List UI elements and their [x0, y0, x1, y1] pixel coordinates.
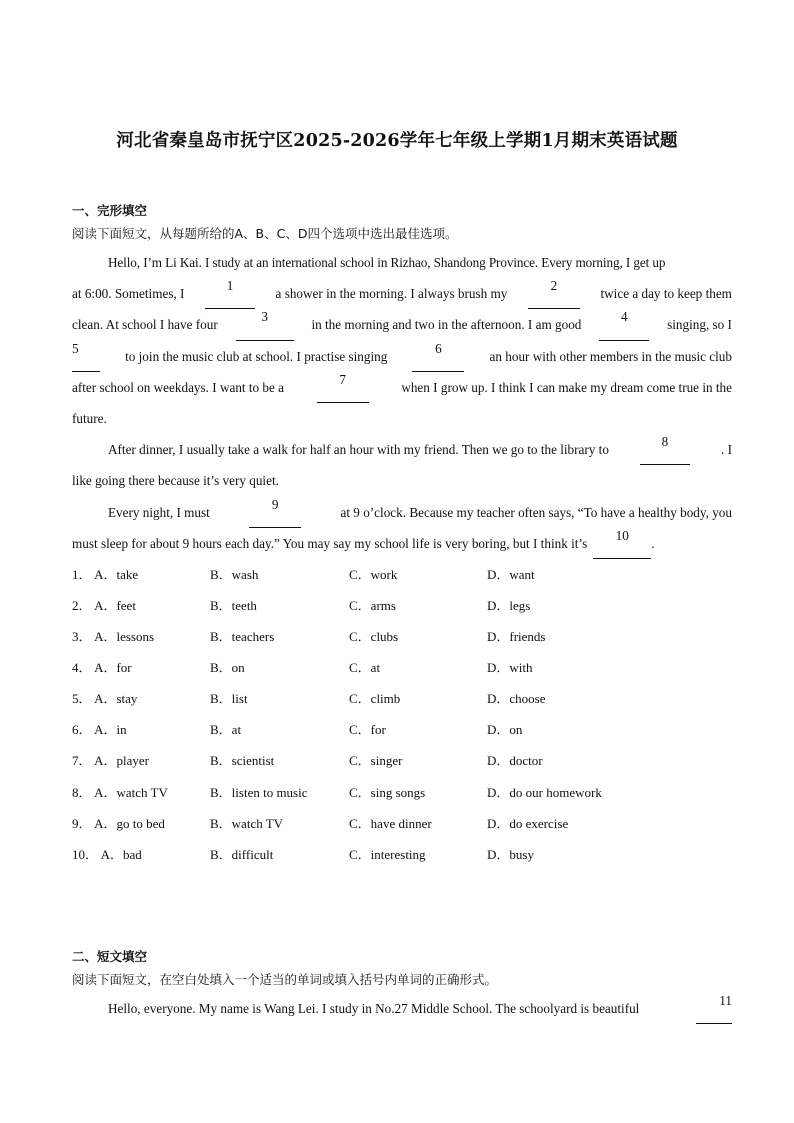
question-row — [72, 652, 732, 683]
option-a: 3． A．lessons — [72, 629, 155, 645]
passage-line — [72, 993, 732, 1024]
option-b: B．listen to music — [210, 784, 308, 800]
question-row — [72, 714, 732, 745]
passage-text: clean. At school I have four — [72, 317, 218, 333]
option-c: C．clubs — [349, 629, 399, 645]
option-a: 9． A．go to bed — [72, 815, 165, 831]
blank-5: 5 — [72, 341, 100, 372]
blank-2: 2 — [528, 278, 580, 309]
section-instruction: 阅读下面短文，在空白处填入一个适当的单词或填入括号内单词的正确形式。 — [72, 972, 498, 987]
option-b: B．difficult — [210, 846, 274, 862]
option-c: C．singer — [349, 753, 403, 769]
section-fill-in — [72, 947, 732, 1024]
option-d: D．doctor — [487, 753, 543, 769]
passage-text: . I — [720, 442, 732, 458]
passage-text: twice a day to keep them — [600, 286, 732, 302]
section-cloze — [72, 201, 732, 870]
blank-3: 3 — [236, 309, 294, 340]
passage-text: must sleep for about 9 hours each day.” You may say my school life is very boring, but I think it’s — [72, 535, 588, 551]
passage-text: an hour with other members in the music club — [489, 348, 732, 364]
option-a: 5． A．stay — [72, 691, 138, 707]
section-heading: 二、短文填空 — [72, 949, 148, 964]
passage-text: when I grow up. I think I can make my dream come true in the — [401, 379, 732, 395]
passage-line — [72, 247, 732, 278]
passage-text: at 9 o’clock. Because my teacher often says, “To have a healthy body, you — [340, 504, 732, 520]
passage-text: Hello, everyone. My name is Wang Lei. I study in No.27 Middle School. The schoolyard is beautiful — [108, 1001, 640, 1016]
blank-11: 11 — [696, 993, 732, 1024]
passage-text: after school on weekdays. I want to be a — [72, 379, 285, 395]
option-c: C．climb — [349, 691, 401, 707]
question-row — [72, 621, 732, 652]
question-row — [72, 777, 732, 808]
passage-line — [72, 309, 732, 340]
option-a: 10． A．bad — [72, 846, 142, 862]
option-c: C．work — [349, 566, 398, 582]
passage-text: After dinner, I usually take a walk for half an hour with my friend. Then we go to the library to — [108, 442, 609, 458]
question-row — [72, 683, 732, 714]
option-c: C．sing songs — [349, 784, 426, 800]
section-instruction: 阅读下面短文，从每题所给的A、B、C、D四个选项中选出最佳选项。 — [72, 226, 458, 241]
passage-text: Hello, I’m Li Kai. I study at an international school in Rizhao, Shandong Province. Every morning, I get up — [108, 255, 666, 270]
blank-7: 7 — [317, 372, 369, 403]
option-a: 6． A．in — [72, 722, 127, 738]
page-title: 河北省秦皇岛市抚宁区2025-2026学年七年级上学期1月期末英语试题 — [116, 131, 678, 151]
passage-line — [72, 278, 732, 309]
question-list — [72, 559, 732, 870]
option-a: 1． A．take — [72, 566, 139, 582]
option-c: C．interesting — [349, 846, 426, 862]
passage-text: Every night, I must — [108, 504, 210, 520]
blank-9: 9 — [249, 497, 301, 528]
option-b: B．teachers — [210, 629, 275, 645]
blank-4: 4 — [599, 309, 649, 340]
option-b: B．teeth — [210, 597, 257, 613]
option-d: D．legs — [487, 597, 531, 613]
question-row — [72, 839, 732, 870]
passage-text: . — [651, 535, 655, 551]
option-a: 2． A．feet — [72, 597, 136, 613]
passage-line — [72, 341, 732, 372]
blank-10: 10 — [593, 528, 651, 559]
option-d: D．do our homework — [487, 784, 602, 800]
option-c: C．have dinner — [349, 815, 432, 831]
passage-line — [72, 434, 732, 465]
option-c: C．arms — [349, 597, 396, 613]
option-b: B．list — [210, 691, 248, 707]
option-b: B．wash — [210, 566, 259, 582]
option-d: D．want — [487, 566, 535, 582]
option-d: D．on — [487, 722, 523, 738]
option-b: B．scientist — [210, 753, 275, 769]
question-row — [72, 808, 732, 839]
option-a: 4． A．for — [72, 660, 132, 676]
option-c: C．for — [349, 722, 386, 738]
option-d: D．friends — [487, 629, 546, 645]
option-b: B．watch TV — [210, 815, 284, 831]
passage-line — [72, 497, 732, 528]
question-row — [72, 590, 732, 621]
question-row — [72, 745, 732, 776]
passage-text: a shower in the morning. I always brush my — [275, 286, 508, 302]
passage-text: in the morning and two in the afternoon. I am good — [311, 317, 582, 333]
option-b: B．on — [210, 660, 245, 676]
blank-6: 6 — [412, 341, 464, 372]
option-d: D．with — [487, 660, 533, 676]
option-b: B．at — [210, 722, 242, 738]
passage-line — [72, 372, 732, 403]
passage-text: at 6:00. Sometimes, I — [72, 286, 185, 302]
blank-1: 1 — [205, 278, 255, 309]
option-d: D．busy — [487, 846, 534, 862]
option-d: D．choose — [487, 691, 546, 707]
passage-text: to join the music club at school. I practise singing — [125, 348, 388, 364]
option-c: C．at — [349, 660, 381, 676]
passage-text: singing, so I — [667, 317, 732, 333]
option-a: 8． A．watch TV — [72, 784, 168, 800]
option-a: 7． A．player — [72, 753, 149, 769]
section-heading: 一、完形填空 — [72, 203, 148, 218]
passage-line: future. — [72, 410, 107, 426]
question-row — [72, 559, 732, 590]
passage-line: like going there because it’s very quiet. — [72, 473, 279, 489]
option-d: D．do exercise — [487, 815, 569, 831]
blank-8: 8 — [640, 434, 690, 465]
passage-line — [72, 528, 732, 559]
